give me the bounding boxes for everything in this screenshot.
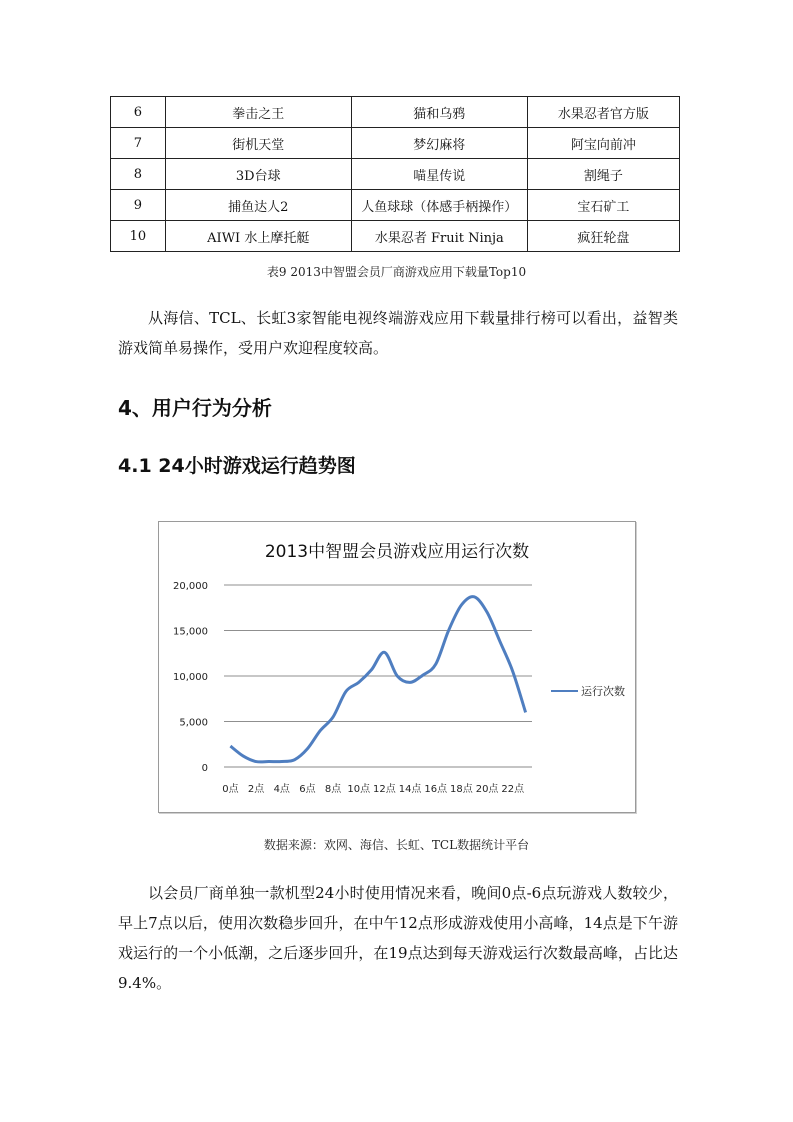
chart-svg <box>159 522 635 812</box>
table-row <box>111 97 680 128</box>
x-tick-label: 14点 <box>398 784 422 795</box>
x-tick-label: 6点 <box>299 784 316 795</box>
x-tick-label: 4点 <box>273 784 290 795</box>
table-row <box>111 128 680 159</box>
y-tick-label: 5,000 <box>179 717 208 729</box>
data-source: 数据来源：欢网、海信、长虹、TCL数据统计平台 <box>263 838 530 852</box>
rank-cell: 9 <box>111 190 166 221</box>
x-tick-label: 20点 <box>475 784 499 795</box>
section-heading: 4、用户行为分析 <box>118 396 272 420</box>
game-cell: 人鱼球球（体感手柄操作） <box>351 190 527 221</box>
game-cell: 梦幻麻将 <box>351 128 527 159</box>
download-ranking-table <box>110 96 680 252</box>
game-cell: 疯狂轮盘 <box>527 221 679 252</box>
y-tick-label: 10,000 <box>173 672 208 683</box>
x-tick-label: 12点 <box>373 784 396 795</box>
game-cell: 捕鱼达人2 <box>165 190 351 221</box>
game-cell: AIWI 水上摩托艇 <box>165 221 351 252</box>
x-tick-label: 2点 <box>247 784 265 795</box>
game-cell: 水果忍者官方版 <box>527 97 679 128</box>
table-row <box>111 190 680 221</box>
rank-cell: 7 <box>111 128 166 159</box>
game-cell: 3D台球 <box>165 159 351 190</box>
game-cell: 拳击之王 <box>165 97 351 128</box>
rank-cell: 10 <box>111 221 166 252</box>
x-tick-label: 18点 <box>450 784 473 795</box>
game-cell: 喵星传说 <box>351 159 527 190</box>
line-chart <box>158 521 636 813</box>
paragraph-2: 以会员厂商单独一款机型24小时使用情况来看，晚间0点-6点玩游戏人数较少，早上7点以后，使用次数稳步回升，在中午12点形成游戏使用小高峰，14点是下午游戏运行的一个小低潮，之后逐步回升，在19点达到每天游戏运行次数最高峰，占比达9.4%。 <box>118 884 678 992</box>
game-cell: 宝石矿工 <box>527 190 679 221</box>
rank-cell: 6 <box>111 97 166 128</box>
table-caption: 表9 2013中智盟会员厂商游戏应用下载量Top10 <box>266 265 527 279</box>
legend-label: 运行次数 <box>581 685 625 698</box>
subsection-heading: 4.1 24小时游戏运行趋势图 <box>118 455 356 477</box>
series-line <box>230 597 525 762</box>
x-tick-label: 16点 <box>424 784 448 795</box>
table-row <box>111 159 680 190</box>
rank-cell: 8 <box>111 159 166 190</box>
paragraph-1: 从海信、TCL、长虹3家智能电视终端游戏应用下载量排行榜可以看出，益智类游戏简单易操作，受用户欢迎程度较高。 <box>118 309 678 357</box>
x-tick-label: 22点 <box>501 784 525 795</box>
chart-title: 2013中智盟会员游戏应用运行次数 <box>264 542 530 562</box>
x-tick-label: 10点 <box>347 784 371 795</box>
game-cell: 割绳子 <box>527 159 679 190</box>
y-tick-label: 15,000 <box>173 626 208 638</box>
x-tick-label: 0点 <box>222 784 239 795</box>
game-cell: 水果忍者 Fruit Ninja <box>351 221 527 252</box>
game-cell: 猫和乌鸦 <box>351 97 527 128</box>
game-cell: 阿宝向前冲 <box>527 128 679 159</box>
game-cell: 街机天堂 <box>165 128 351 159</box>
y-tick-label: 20,000 <box>173 581 208 592</box>
x-tick-label: 8点 <box>324 784 342 795</box>
table-row <box>111 221 680 252</box>
y-tick-label: 0 <box>201 763 208 774</box>
